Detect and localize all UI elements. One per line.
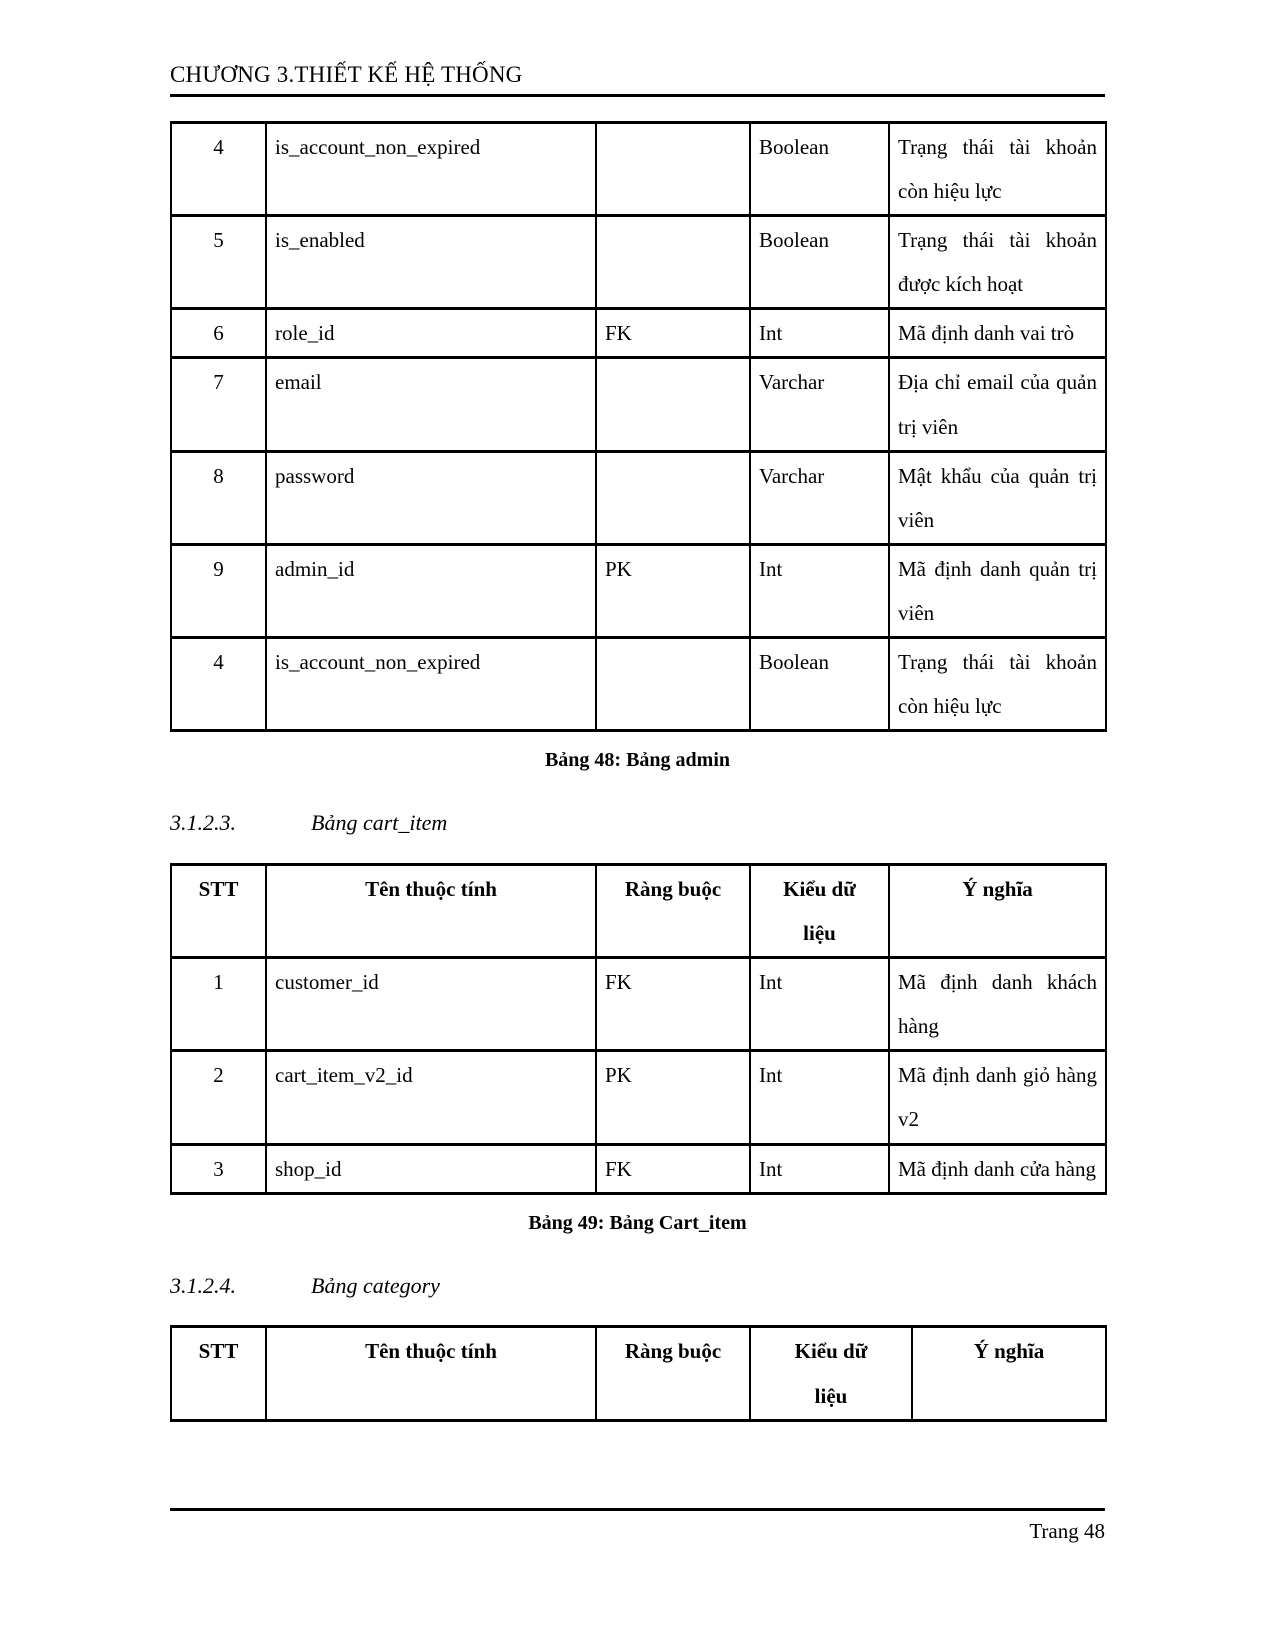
attr-name-header: Tên thuộc tính: [266, 865, 596, 958]
meaning-cell: Mã định danh cửa hàng: [889, 1144, 1106, 1193]
data-type-cell: Int: [750, 1144, 889, 1193]
constraint-cell: FK: [596, 309, 750, 358]
constraint-cell: [596, 358, 750, 451]
table-caption: Bảng 48: Bảng admin: [544, 749, 731, 772]
meaning-cell: Mã định danh khách hàng: [889, 958, 1106, 1051]
meaning-cell: Mã định danh vai trò: [889, 309, 1106, 358]
data-type-cell: Int: [750, 1051, 889, 1144]
table-row: [171, 1144, 1106, 1193]
data-type-cell: Boolean: [750, 216, 889, 309]
stt-header: STT: [171, 1327, 266, 1420]
meaning-cell: Trạng thái tài khoản còn hiệu lực: [889, 123, 1106, 216]
data-type-cell: Int: [750, 958, 889, 1051]
meaning-cell: Mật khẩu của quản trị viên: [889, 451, 1106, 544]
meaning-cell: Trạng thái tài khoản còn hiệu lực: [889, 638, 1106, 731]
stt-cell: 3: [171, 1144, 266, 1193]
attr-name-header: Tên thuộc tính: [266, 1327, 596, 1420]
table-row: [171, 544, 1106, 637]
table-row: [171, 451, 1106, 544]
table-row: [171, 958, 1106, 1051]
section-number: 3.1.2.4.: [170, 1272, 236, 1298]
table-row: [171, 358, 1106, 451]
stt-cell: 6: [171, 309, 266, 358]
data-type-cell: Int: [750, 309, 889, 358]
constraint-cell: [596, 123, 750, 216]
attr-name-cell: admin_id: [266, 544, 596, 637]
attr-name-cell: customer_id: [266, 958, 596, 1051]
attr-name-cell: cart_item_v2_id: [266, 1051, 596, 1144]
section-heading: [170, 1271, 1105, 1302]
table-row: [171, 638, 1106, 731]
page-content: [170, 0, 1105, 1422]
constraint-cell: [596, 451, 750, 544]
table-row: [171, 216, 1106, 309]
stt-cell: 4: [171, 123, 266, 216]
stt-cell: 1: [171, 958, 266, 1051]
attr-name-cell: password: [266, 451, 596, 544]
constraint-header: Ràng buộc: [596, 865, 750, 958]
table-row: [171, 1051, 1106, 1144]
attr-name-cell: shop_id: [266, 1144, 596, 1193]
constraint-cell: [596, 638, 750, 731]
data-type-cell: Varchar: [750, 451, 889, 544]
table-header-row: [171, 1327, 1106, 1420]
meaning-cell: Mã định danh giỏ hàng v2: [889, 1051, 1106, 1144]
data-type-header: Kiểu dữ liệu: [750, 865, 889, 958]
data-type-header: Kiểu dữ liệu: [750, 1327, 912, 1420]
table-caption: Bảng 49: Bảng Cart_item: [528, 1211, 747, 1234]
constraint-cell: FK: [596, 958, 750, 1051]
attr-name-cell: role_id: [266, 309, 596, 358]
data-type-cell: Boolean: [750, 638, 889, 731]
table-row: [171, 309, 1106, 358]
data-type-cell: Varchar: [750, 358, 889, 451]
table-header-row: [171, 865, 1106, 958]
section-heading: [170, 808, 1105, 839]
section-number: 3.1.2.3.: [170, 810, 236, 836]
section-title: Bảng category: [311, 1272, 440, 1298]
data-type-cell: Int: [750, 544, 889, 637]
stt-cell: 7: [171, 358, 266, 451]
table-row: [171, 123, 1106, 216]
admin-table: [170, 121, 1107, 732]
category-table: [170, 1325, 1107, 1421]
attr-name-cell: is_account_non_expired: [266, 123, 596, 216]
stt-header: STT: [171, 865, 266, 958]
page-header: [170, 0, 1105, 97]
meaning-cell: Mã định danh quản trị viên: [889, 544, 1106, 637]
constraint-header: Ràng buộc: [596, 1327, 750, 1420]
attr-name-cell: email: [266, 358, 596, 451]
constraint-cell: [596, 216, 750, 309]
chapter-title: CHƯƠNG 3.THIẾT KẾ HỆ THỐNG: [170, 62, 523, 87]
constraint-cell: PK: [596, 544, 750, 637]
stt-cell: 4: [171, 638, 266, 731]
section-title: Bảng cart_item: [311, 810, 448, 836]
constraint-cell: FK: [596, 1144, 750, 1193]
meaning-header: Ý nghĩa: [912, 1327, 1106, 1420]
page-number: Trang 48: [1029, 1519, 1105, 1543]
data-type-cell: Boolean: [750, 123, 889, 216]
stt-cell: 2: [171, 1051, 266, 1144]
meaning-cell: Trạng thái tài khoản được kích hoạt: [889, 216, 1106, 309]
page-footer: [170, 1508, 1105, 1544]
constraint-cell: PK: [596, 1051, 750, 1144]
meaning-cell: Địa chỉ email của quản trị viên: [889, 358, 1106, 451]
attr-name-cell: is_enabled: [266, 216, 596, 309]
stt-cell: 8: [171, 451, 266, 544]
stt-cell: 5: [171, 216, 266, 309]
attr-name-cell: is_account_non_expired: [266, 638, 596, 731]
stt-cell: 9: [171, 544, 266, 637]
meaning-header: Ý nghĩa: [889, 865, 1106, 958]
cart-item-table: [170, 863, 1107, 1195]
